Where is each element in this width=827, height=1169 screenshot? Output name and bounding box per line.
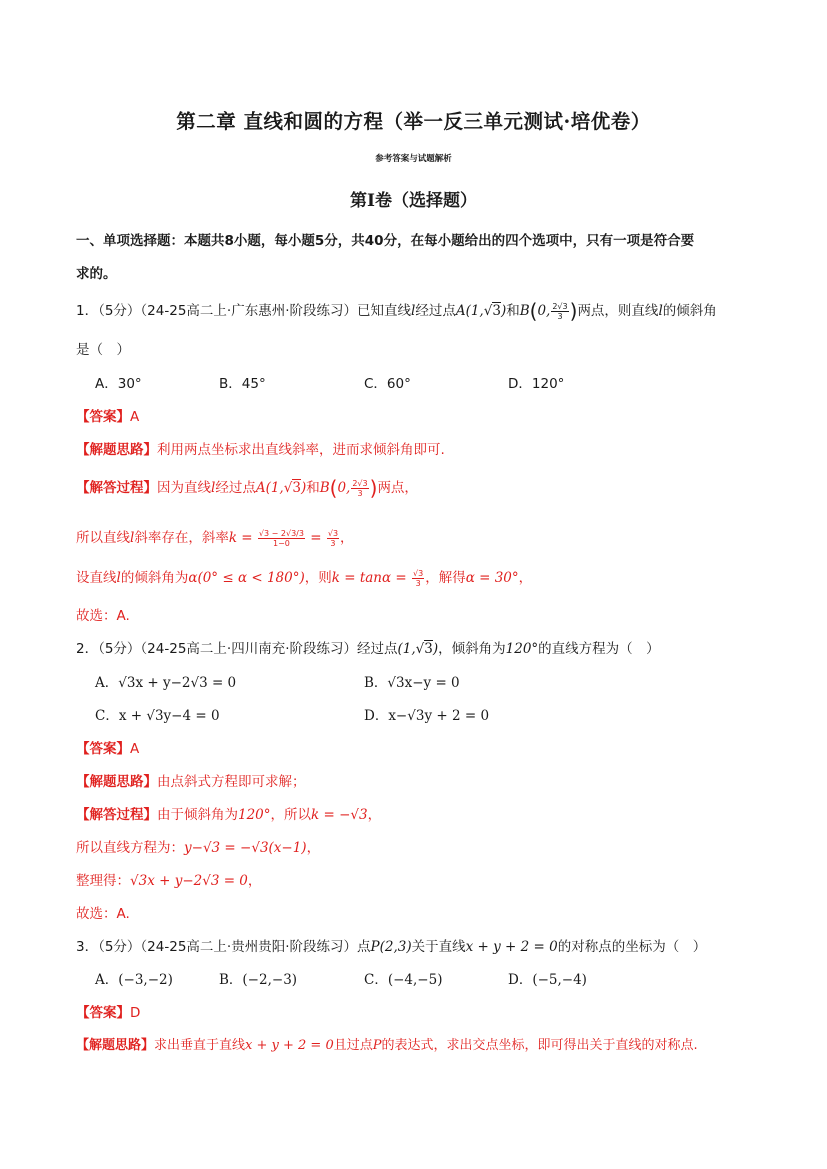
q1-idea: 【解题思路】利用两点坐标求出直线斜率，进而求倾斜角即可.	[76, 442, 445, 458]
q1-inclination: 设直线l的倾斜角为α(0° ≤ α < 180°)，则k = tanα = $\frac{√3}{3}$ ，解得α = 30°，	[76, 568, 533, 588]
q2-option-b: B．√3x−y = 0	[364, 675, 460, 691]
q2-option-c: C．x + √3y−4 = 0	[95, 708, 220, 724]
q1-process: 【解答过程】因为直线l经过点A(1,√3)和B(0, $\frac{2√3}{3}$ )两点，	[76, 476, 418, 500]
q1-choose: 故选：A.	[76, 608, 130, 624]
q2-idea: 【解题思路】由点斜式方程即可求解；	[76, 774, 306, 790]
q3-option-d: D．(−5,−4)	[508, 972, 587, 988]
q2-answer: 【答案】A	[76, 741, 140, 757]
section-title: 第Ⅰ卷（选择题）	[350, 191, 477, 211]
q2-option-a: A．√3x + y−2√3 = 0	[95, 675, 237, 691]
page-title: 第二章 直线和圆的方程（举一反三单元测试·培优卷）	[176, 110, 651, 133]
q2-process: 【解答过程】由于倾斜角为120°，所以k = −√3，	[76, 807, 382, 823]
q1-slope: 所以直线l斜率存在，斜率k = $\frac{√3 - 2√3/3}{1-0}$ = $\frac{√3}{3}$ ，	[76, 528, 354, 548]
q2-stem: 2．（5分）（24-25高二上·四川南充·阶段练习）经过点(1,√3)，倾斜角为120°的直线方程为（ ）	[76, 641, 660, 657]
q3-stem: 3．（5分）（24-25高二上·贵州贵阳·阶段练习）点P(2,3)关于直线x + y + 2 = 0的对称点的坐标为（ ）	[76, 939, 707, 955]
q2-choose: 故选：A.	[76, 906, 130, 922]
q1-answer: 【答案】A	[76, 409, 140, 425]
q1-stem-cont: 是（ ）	[76, 342, 130, 358]
q3-answer: 【答案】D	[76, 1005, 141, 1021]
q3-option-a: A．(−3,−2)	[95, 972, 173, 988]
q1-fraction: $\frac{2√3}{3}$	[552, 301, 568, 321]
q1-option-d: D．120°	[508, 376, 565, 392]
q2-option-d: D．x−√3y + 2 = 0	[364, 708, 490, 724]
q3-option-c: C．(−4,−5)	[364, 972, 443, 988]
q3-idea: 【解题思路】求出垂直于直线x + y + 2 = 0且过点P的表达式，求出交点坐标，即可得出关于直线的对称点.	[76, 1038, 698, 1053]
q1-option-a: A．30°	[95, 376, 142, 392]
q2-line-equation: 所以直线方程为：y−√3 = −√3(x−1)，	[76, 840, 321, 856]
instructions-line-2: 求的。	[76, 266, 117, 282]
q1-option-c: C．60°	[364, 376, 411, 392]
q2-tidy: 整理得：√3x + y−2√3 = 0，	[76, 873, 262, 889]
q3-option-b: B．(−2,−3)	[219, 972, 298, 988]
page-subtitle: 参考答案与试题解析	[375, 154, 452, 164]
instructions-line-1: 一、单项选择题：本题共8小题，每小题5分，共40分，在每小题给出的四个选项中，只有一项是符合要	[76, 233, 695, 249]
q1-stem: 1．（5分）（24-25高二上·广东惠州·阶段练习）已知直线l经过点A(1,√3)和B(0, $\frac{2√3}{3}$ )两点，则直线l的倾斜角	[76, 299, 717, 323]
q1-option-b: B．45°	[219, 376, 266, 392]
